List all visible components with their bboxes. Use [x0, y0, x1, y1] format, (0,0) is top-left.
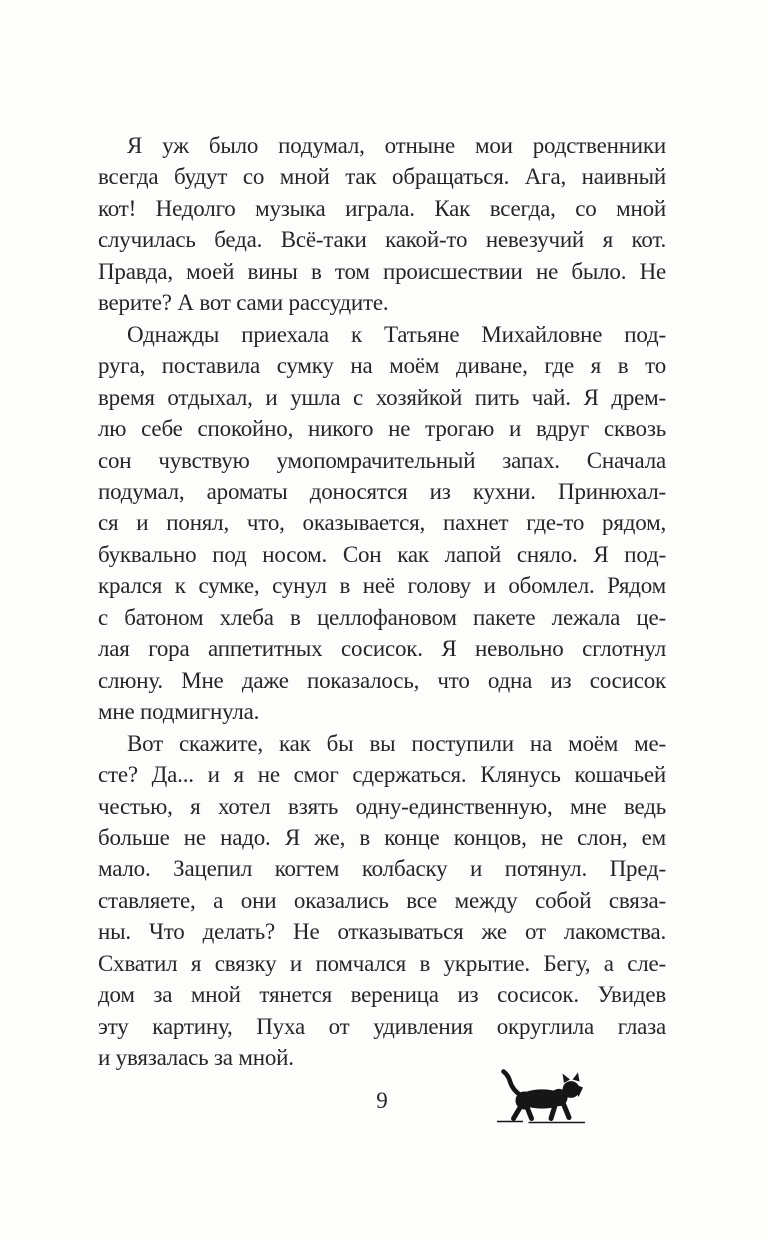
text-line: руга, поставила сумку на моём диване, где я в то	[98, 353, 666, 379]
text-line: честью, я хотел взять одну-единственную, мне ведь	[98, 793, 666, 819]
text-line: больше не надо. Я же, в конце концов, не слон, ем	[98, 824, 666, 850]
text-line: Однажды приехала к Татьяне Михайловне под-	[127, 321, 666, 347]
text-line: время отдыхал, и ушла с хозяйкой пить чай. Я дрем-	[98, 384, 666, 410]
text-line: крался к сумке, сунул в неё голову и обомлел. Рядом	[98, 573, 666, 599]
text-line: и увязалась за мной.	[98, 1045, 294, 1071]
text-line: ны. Что делать? Не отказываться же от лакомства.	[98, 919, 666, 945]
text-line: верите? А вот сами рассудите.	[98, 290, 389, 316]
text-line: подумал, ароматы доносятся из кухни. Принюхал-	[98, 478, 666, 504]
page-number: 9	[376, 1088, 388, 1113]
text-line: сте? Да... и я не смог сдержаться. Клянусь кошачьей	[98, 762, 666, 788]
text-line: эту картину, Пуха от удивления округлила глаза	[98, 1013, 666, 1039]
text-line: мне подмигнула.	[98, 699, 260, 725]
text-line: сон чувствую умопомрачительный запах. Сначала	[98, 447, 666, 473]
paragraph	[98, 130, 666, 319]
text-line: Схватил я связку и помчался в укрытие. Бегу, а сле-	[98, 950, 666, 976]
text-line: буквально под носом. Сон как лапой сняло. Я под-	[98, 541, 666, 567]
paragraph	[98, 319, 666, 728]
text-line: ся и понял, что, оказывается, пахнет где-то рядом,	[98, 510, 666, 536]
text-line: Вот скажите, как бы вы поступили на моём ме-	[127, 730, 666, 756]
text-line: кот! Недолго музыка играла. Как всегда, со мной	[98, 195, 666, 221]
text-line: лая гора аппетитных сосисок. Я невольно сглотнул	[98, 636, 666, 662]
text-line: лю себе спокойно, никого не трогаю и вдруг сквозь	[98, 416, 666, 442]
text-line: Я уж было подумал, отныне мои родственники	[127, 133, 666, 158]
paragraph	[98, 728, 666, 1074]
text-line: случилась беда. Всё-таки какой-то невезучий я кот.	[98, 227, 666, 253]
body-text	[98, 130, 666, 1074]
text-line: с батоном хлеба в целлофановом пакете лежала це-	[98, 604, 666, 630]
text-line: Правда, моей вины в том происшествии не было. Не	[98, 258, 666, 284]
text-line: всегда будут со мной так обращаться. Ага, наивный	[98, 164, 666, 190]
text-line: слюну. Мне даже показалось, что одна из сосисок	[98, 667, 666, 693]
text-line: мало. Зацепил когтем колбаску и потянул. Пред-	[98, 856, 666, 882]
text-line: дом за мной тянется вереница из сосисок. Увидев	[98, 982, 666, 1008]
cat-icon	[495, 1068, 587, 1126]
text-line: ставляете, а они оказались все между собой связа-	[98, 887, 666, 913]
